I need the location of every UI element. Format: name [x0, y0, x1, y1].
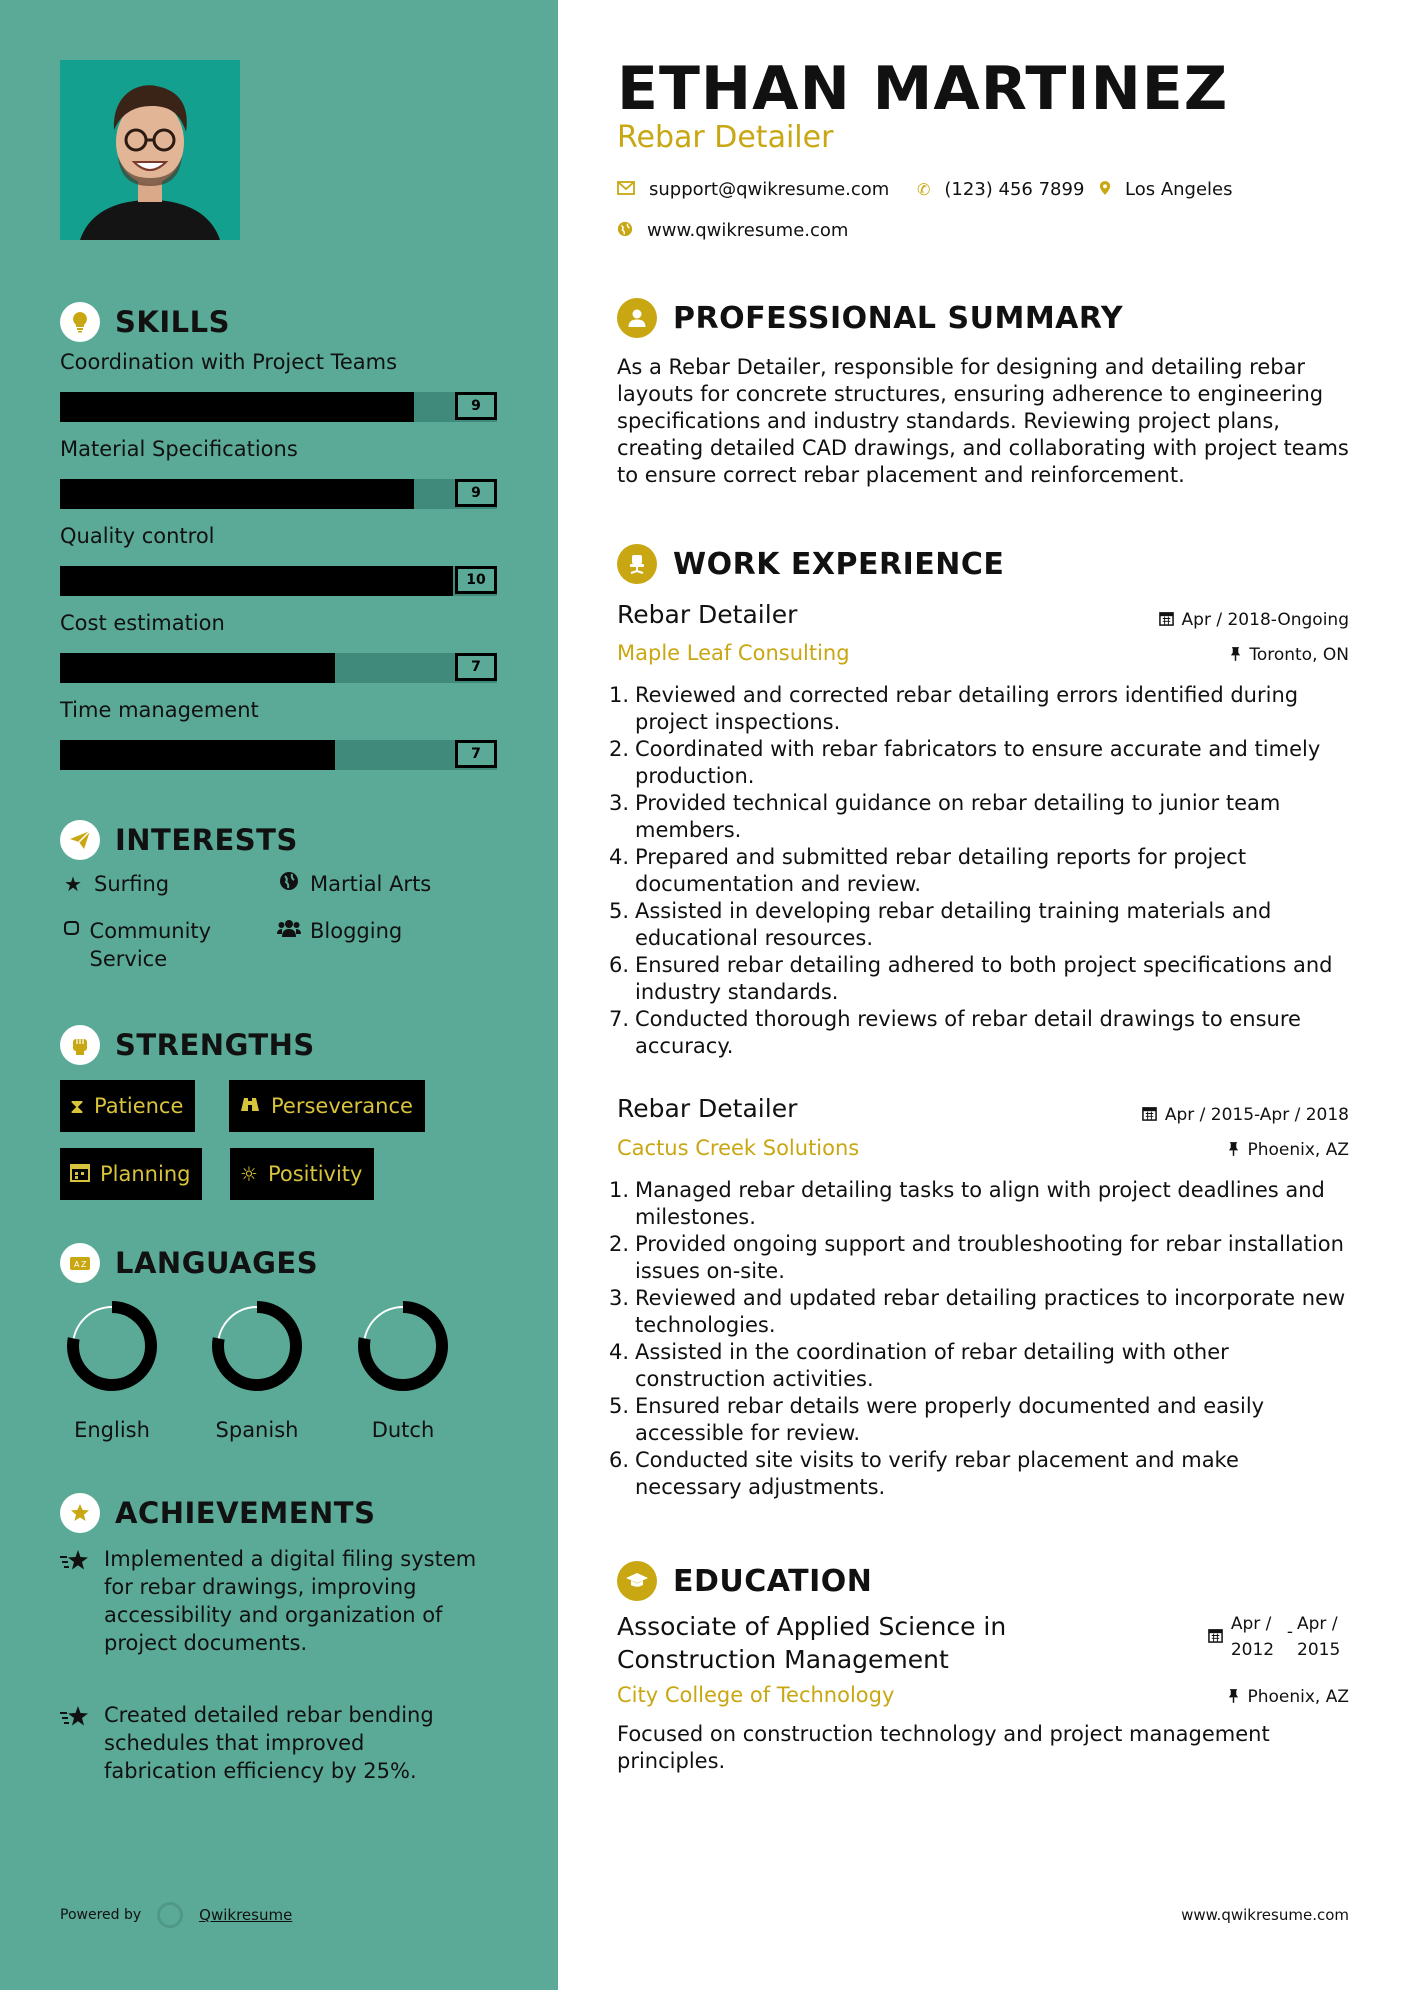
qwikresume-logo-icon [157, 1902, 183, 1928]
strengths-header [60, 1023, 315, 1067]
job-dates-text: Apr / 2018-Ongoing [1181, 610, 1349, 630]
list-item: 2. Coordinated with rebar fabricators to ensure accurate and timely production. [609, 737, 1321, 788]
language-label: Spanish [215, 1418, 299, 1442]
language-label: English [74, 1418, 150, 1442]
duty-text: Ensured rebar details were properly documented and easily accessible for review. [635, 1394, 1265, 1445]
job-dates-text: Apr / 2015-Apr / 2018 [1164, 1105, 1349, 1125]
duty-text: Assisted in the coordination of rebar detailing with other construction activities. [635, 1340, 1229, 1391]
job-company: Cactus Creek Solutions [617, 1136, 860, 1160]
candidate-role: Rebar Detailer [617, 120, 834, 155]
strength-badge [60, 1148, 202, 1200]
skill-bar-fill [60, 392, 414, 422]
contact-location [1099, 179, 1233, 200]
skill-bar [60, 740, 497, 770]
svg-text:Z: Z [81, 1260, 87, 1269]
star-icon: ★ [64, 872, 82, 896]
work-header [617, 542, 1004, 586]
achievement-text: Implemented a digital filing system for rebar drawings, improving accessibility and organization of project documents. [104, 1547, 477, 1655]
interest-label: Community Service [89, 919, 212, 971]
brand-link[interactable]: Qwikresume [199, 1906, 293, 1924]
duty-text: Coordinated with rebar fabricators to ensure accurate and timely production. [635, 737, 1321, 788]
summary-title: PROFESSIONAL SUMMARY [673, 300, 1124, 336]
duty-text: Conducted site visits to verify rebar placement and make necessary adjustments. [635, 1448, 1239, 1499]
hourglass-icon: ⧗ [70, 1094, 85, 1118]
achievement-item [60, 1545, 480, 1657]
profile-photo [60, 60, 240, 240]
skill-bar-fill [60, 653, 335, 683]
interests-header [60, 818, 298, 862]
contact-email[interactable] [617, 179, 889, 200]
phone-icon: ✆ [917, 180, 931, 199]
education-end: Apr / 2015 [1297, 1614, 1341, 1660]
list-item: 1. Managed rebar detailing tasks to align with project deadlines and milestones. [609, 1178, 1325, 1229]
hand-icon [60, 917, 82, 945]
education-description: Focused on construction technology and project management principles. [617, 1722, 1270, 1773]
calendar-icon [1159, 611, 1174, 630]
skill-name: Time management [60, 698, 259, 722]
interest-label: Blogging [310, 919, 403, 943]
skill-bar [60, 653, 497, 683]
duty-text: Ensured rebar detailing adhered to both project specifications and industry standards. [635, 953, 1333, 1004]
lightbulb-icon [60, 302, 100, 342]
website-text: www.qwikresume.com [647, 220, 849, 241]
globe-icon [276, 870, 302, 898]
candidate-name: ETHAN MARTINEZ [617, 54, 1229, 124]
list-item: 2. Provided ongoing support and troubleshooting for rebar installation issues on-site. [609, 1232, 1344, 1283]
fist-icon [60, 1025, 100, 1065]
skill-bar [60, 392, 497, 422]
strength-label: Patience [94, 1094, 184, 1118]
date-separator: - [1286, 1622, 1293, 1642]
list-item: 7. Conducted thorough reviews of rebar detail drawings to ensure accuracy. [609, 1007, 1301, 1058]
award-star-icon [60, 1493, 100, 1533]
calendar-icon [1142, 1106, 1157, 1125]
interest-item [60, 870, 169, 898]
language-donut [64, 1298, 160, 1394]
list-item: 4. Assisted in the coordination of rebar detailing with other construction activities. [609, 1340, 1229, 1391]
interest-item [276, 917, 402, 945]
location-text: Los Angeles [1125, 179, 1233, 200]
skill-score: 9 [455, 392, 497, 420]
language-icon [60, 1243, 100, 1283]
list-item: 4. Prepared and submitted rebar detailing reports for project documentation and review. [609, 845, 1247, 896]
skills-header [60, 300, 230, 344]
education-header [617, 1559, 872, 1603]
language-donut [355, 1298, 451, 1394]
binoculars-icon [239, 1094, 261, 1118]
strength-label: Planning [100, 1162, 191, 1186]
skill-name: Coordination with Project Teams [60, 350, 398, 374]
pushpin-icon [1228, 1141, 1239, 1160]
skill-score: 7 [455, 653, 497, 681]
list-item: 3. Provided technical guidance on rebar detailing to junior team members. [609, 791, 1281, 842]
duty-text: Assisted in developing rebar detailing training materials and educational resources. [635, 899, 1272, 950]
job-duties-list [609, 1177, 1349, 1501]
achievement-item [60, 1701, 480, 1785]
skill-name: Material Specifications [60, 437, 298, 461]
list-item: 3. Reviewed and updated rebar detailing practices to incorporate new technologies. [609, 1286, 1346, 1337]
list-item: 6. Conducted site visits to verify rebar placement and make necessary adjustments. [609, 1448, 1239, 1499]
strength-label: Positivity [267, 1162, 363, 1186]
skill-bar-fill [60, 740, 335, 770]
education-dates [1208, 1611, 1349, 1663]
pushpin-icon [1228, 1688, 1239, 1707]
job-company: Maple Leaf Consulting [617, 641, 850, 665]
graduation-cap-icon [617, 1561, 657, 1601]
job-location [1230, 645, 1349, 665]
skills-title: SKILLS [115, 305, 230, 339]
job-dates [1159, 610, 1349, 630]
interest-label: Martial Arts [310, 872, 432, 896]
language-label: Dutch [371, 1418, 435, 1442]
work-title: WORK EXPERIENCE [673, 546, 1005, 582]
skill-bar [60, 479, 497, 509]
duty-text: Reviewed and updated rebar detailing practices to incorporate new technologies. [635, 1286, 1346, 1337]
education-location [1228, 1687, 1349, 1707]
languages-title: LANGUAGES [115, 1246, 319, 1280]
duty-text: Managed rebar detailing tasks to align with project deadlines and milestones. [635, 1178, 1325, 1229]
skill-score: 7 [455, 740, 497, 768]
calendar-icon [70, 1162, 90, 1187]
job-location-text: Phoenix, AZ [1247, 1140, 1349, 1160]
language-item [197, 1298, 317, 1442]
sun-icon: ☼ [240, 1162, 258, 1186]
duty-text: Provided technical guidance on rebar detailing to junior team members. [635, 791, 1281, 842]
school-name: City College of Technology [617, 1683, 895, 1707]
job-duties-list [609, 682, 1349, 1060]
education-start: Apr / 2012 [1230, 1614, 1275, 1660]
map-pin-icon [1099, 180, 1111, 200]
paper-plane-icon [60, 820, 100, 860]
contact-website[interactable] [617, 220, 848, 241]
languages-header [60, 1241, 318, 1285]
summary-text: As a Rebar Detailer, responsible for designing and detailing rebar layouts for concrete structures, ensuring adherence to engineering specifications and industry standards. Reviewing project plans, creating detailed CAD drawings, and collaborating with project teams to ensure correct rebar placement and reinforcement. [617, 355, 1349, 487]
skill-name: Quality control [60, 524, 215, 548]
degree-title: Associate of Applied Science in Construction Management [617, 1612, 1007, 1674]
duty-text: Conducted thorough reviews of rebar detail drawings to ensure accuracy. [635, 1007, 1301, 1058]
list-item: 6. Ensured rebar detailing adhered to both project specifications and industry standards. [609, 953, 1333, 1004]
strength-badge [230, 1148, 374, 1200]
user-icon [617, 298, 657, 338]
footer-url[interactable]: www.qwikresume.com [1181, 1906, 1349, 1924]
skill-score: 10 [455, 566, 497, 594]
achievements-header [60, 1491, 375, 1535]
star-burst-icon [60, 1545, 104, 1657]
powered-by [60, 1902, 292, 1928]
star-burst-icon [60, 1701, 104, 1785]
language-item [52, 1298, 172, 1442]
skill-bar [60, 566, 497, 596]
job-title: Rebar Detailer [617, 600, 798, 629]
job-dates [1142, 1105, 1349, 1125]
list-item: 1. Reviewed and corrected rebar detailing errors identified during project inspections. [609, 683, 1299, 734]
strength-badge [229, 1080, 425, 1132]
avatar [60, 60, 240, 240]
achievement-text: Created detailed rebar bending schedules that improved fabrication efficiency by 25%. [104, 1703, 434, 1783]
powered-by-label: Powered by [60, 1907, 142, 1923]
calendar-icon [1208, 1611, 1223, 1663]
education-location-text: Phoenix, AZ [1247, 1687, 1349, 1707]
job-location [1228, 1140, 1349, 1160]
job-location-text: Toronto, ON [1249, 645, 1349, 665]
language-donut [209, 1298, 305, 1394]
language-item [343, 1298, 463, 1442]
pushpin-icon [1230, 646, 1241, 665]
sidebar [0, 0, 558, 1990]
interest-item [60, 917, 260, 973]
achievements-title: ACHIEVEMENTS [115, 1496, 376, 1530]
svg-text:A: A [74, 1260, 80, 1269]
list-item: 5. Assisted in developing rebar detailing training materials and educational resources. [609, 899, 1272, 950]
envelope-icon [617, 180, 635, 199]
users-icon [276, 917, 302, 945]
office-chair-icon [617, 544, 657, 584]
strength-label: Perseverance [271, 1094, 413, 1118]
duty-text: Reviewed and corrected rebar detailing errors identified during project inspections. [635, 683, 1299, 734]
interest-item [276, 870, 431, 898]
globe-icon [617, 221, 633, 241]
interest-label: Surfing [94, 872, 170, 896]
education-title: EDUCATION [673, 1563, 873, 1599]
summary-header [617, 296, 1123, 340]
skill-bar-fill [60, 479, 414, 509]
skill-score: 9 [455, 479, 497, 507]
phone-text: (123) 456 7899 [944, 179, 1085, 200]
email-text: support@qwikresume.com [649, 179, 890, 200]
skill-bar-fill [60, 566, 453, 596]
list-item: 5. Ensured rebar details were properly documented and easily accessible for review. [609, 1394, 1265, 1445]
strengths-title: STRENGTHS [115, 1028, 315, 1062]
strength-badge [60, 1080, 195, 1132]
job-title: Rebar Detailer [617, 1094, 798, 1123]
skill-name: Cost estimation [60, 611, 225, 635]
duty-text: Prepared and submitted rebar detailing reports for project documentation and review. [635, 845, 1247, 896]
duty-text: Provided ongoing support and troubleshooting for rebar installation issues on-site. [635, 1232, 1344, 1283]
interests-title: INTERESTS [115, 823, 298, 857]
contact-phone[interactable] [917, 179, 1084, 200]
